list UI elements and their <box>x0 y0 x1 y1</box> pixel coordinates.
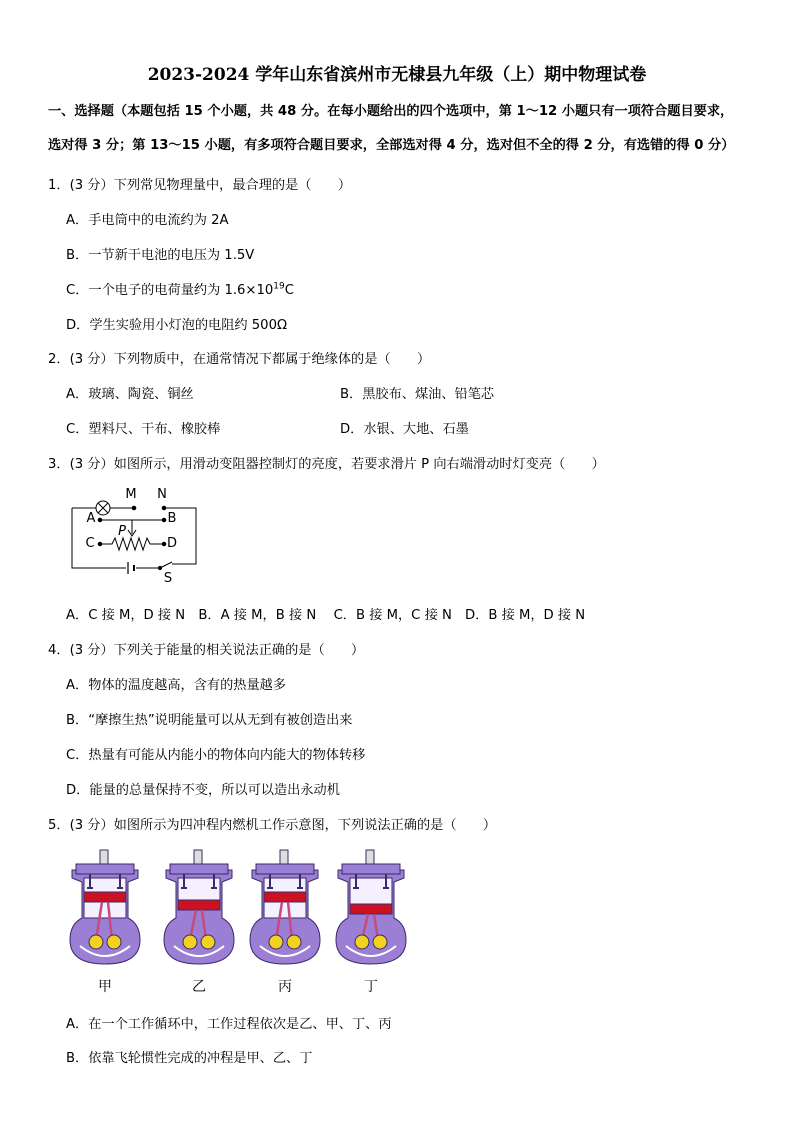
q4-option-d: D．能量的总量保持不变，所以可以造出永动机 <box>66 783 340 798</box>
q3-options: A．C 接 M，D 接 N B．A 接 M，B 接 N C．B 接 M，C 接 N D．B 接 M，D 接 N <box>66 608 586 623</box>
q1-option-a: A．手电筒中的电流约为 2A <box>66 213 229 228</box>
q5-option-b: B．依靠飞轮惯性完成的冲程是甲、乙、丁 <box>66 1051 313 1066</box>
q4-option-a: A．物体的温度越高，含有的热量越多 <box>66 678 287 693</box>
label-n: N <box>157 487 167 502</box>
spark-plug-icon <box>194 850 202 864</box>
flywheel-icon <box>183 935 197 949</box>
label-b: B <box>167 511 177 526</box>
piston-icon <box>84 892 126 902</box>
q1-stem: 1．(3 分）下列常见物理量中，最合理的是（ ） <box>48 178 352 193</box>
q2-option-a: A．玻璃、陶瓷、铜丝 <box>66 387 194 402</box>
spark-plug-icon <box>280 850 288 864</box>
engine-diagram-4 <box>332 848 410 968</box>
q5-stem: 5．(3 分）如图所示为四冲程内燃机工作示意图，下列说法正确的是（ ） <box>48 818 497 833</box>
q1-option-d: D．学生实验用小灯泡的电阻约 500Ω <box>66 318 288 333</box>
terminal-m <box>132 506 136 510</box>
label-c: C <box>85 536 95 551</box>
page-title: 2023-2024 学年山东省滨州市无棣县九年级（上）期中物理试卷 <box>147 65 647 85</box>
terminal-n <box>162 506 166 510</box>
section-heading-line-2: 选对得 3 分；第 13～15 小题，有多项符合题目要求，全部选对得 4 分，选对但不全的得 2 分，有选错的得 0 分） <box>48 138 735 153</box>
q2-option-c: C．塑料尺、干布、橡胶棒 <box>66 422 221 437</box>
piston-icon <box>350 904 392 914</box>
q3-stem: 3．(3 分）如图所示，用滑动变阻器控制灯的亮度，若要求滑片 P 向右端滑动时灯变亮（ ） <box>48 457 605 472</box>
engine-label-4: 丁 <box>364 979 378 995</box>
q4-option-b: B．“摩擦生热”说明能量可以从无到有被创造出来 <box>66 713 353 728</box>
q1-option-c-exponent: 19 <box>273 281 285 292</box>
engine-label-3: 丙 <box>278 979 292 995</box>
label-m: M <box>125 487 137 502</box>
piston-icon <box>178 900 220 910</box>
flywheel-icon <box>355 935 369 949</box>
q4-stem: 4．(3 分）下列关于能量的相关说法正确的是（ ） <box>48 643 365 658</box>
q2-stem: 2．(3 分）下列物质中，在通常情况下都属于绝缘体的是（ ） <box>48 352 431 367</box>
section-heading-line-1: 一、选择题（本题包括 15 个小题，共 48 分。在每小题给出的四个选项中，第 1～12 小题只有一项符合题目要求， <box>48 104 734 119</box>
q1-option-b: B．一节新干电池的电压为 1.5V <box>66 248 255 263</box>
spark-plug-icon <box>100 850 108 864</box>
flywheel-icon <box>89 935 103 949</box>
label-d: D <box>166 536 177 551</box>
q1-option-c-unit: C <box>284 283 294 298</box>
label-s: S <box>163 571 173 586</box>
q1-option-c-text: C．一个电子的电荷量约为 1.6×10 <box>66 283 274 298</box>
spark-plug-icon <box>366 850 374 864</box>
q2-option-b: B．黑胶布、煤油、铅笔芯 <box>340 387 495 402</box>
label-p: P <box>118 524 126 539</box>
q5-option-a: A．在一个工作循环中，工作过程依次是乙、甲、丁、丙 <box>66 1017 392 1032</box>
engine-label-2: 乙 <box>192 979 206 995</box>
rheostat-coil <box>100 538 164 550</box>
q2-option-d: D．水银、大地、石墨 <box>340 422 469 437</box>
engine-label-1: 甲 <box>98 979 112 995</box>
engine-diagram-1 <box>66 848 144 968</box>
engine-diagram-3 <box>246 848 324 968</box>
flywheel-icon <box>269 935 283 949</box>
q1-option-c <box>66 279 294 298</box>
q4-option-c: C．热量有可能从内能小的物体向内能大的物体转移 <box>66 748 366 763</box>
engine-diagram-2 <box>160 848 238 968</box>
label-a: A <box>86 511 96 526</box>
piston-icon <box>264 892 306 902</box>
